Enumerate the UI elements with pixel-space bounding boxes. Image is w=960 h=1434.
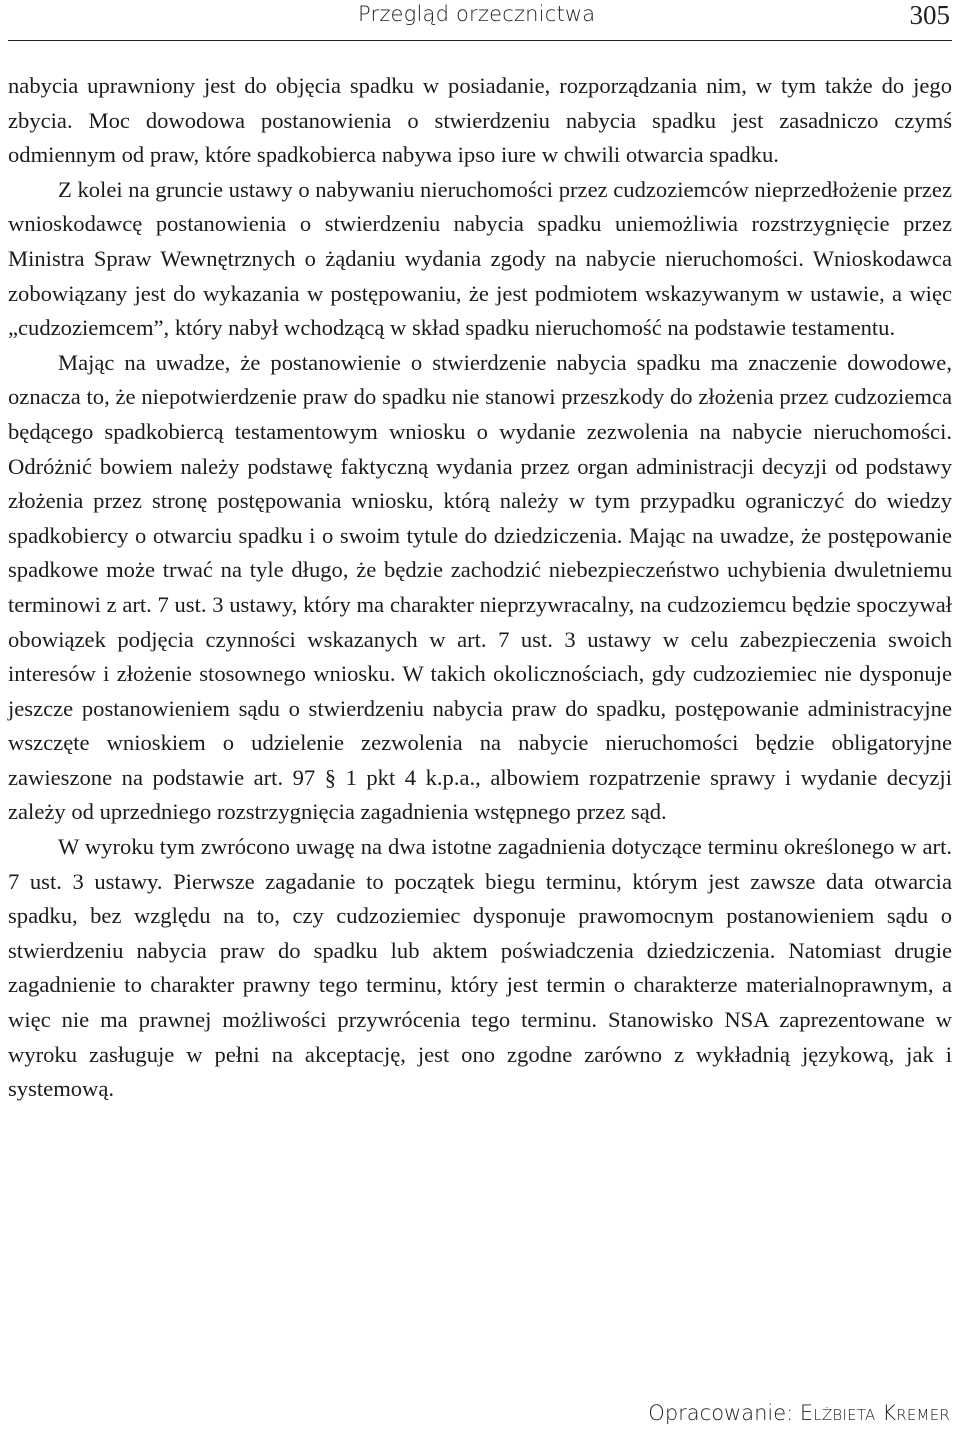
body-text (8, 69, 952, 1107)
signature-author: Elżbieta Kremer (799, 1401, 950, 1425)
paragraph: Z kolei na gruncie ustawy o nabywaniu nieruchomości przez cudzoziemców nieprzedłożenie przez wnioskodawcę postanowienia o stwierdzeniu nabycia spadku uniemożliwia rozstrzygnięcie przez Ministra Spraw Wewnętrznych o żądaniu wydania zgody na nabycie nieruchomości. Wnioskodawca zobowiązany jest do wykazania w postępowaniu, że jest podmiotem wskazywanym w ustawie, a więc „cudzoziemcem”, który nabył wchodzącą w skład spadku nieruchomość na podstawie testamentu. (8, 176, 952, 341)
paragraph-continuation: nabycia uprawniony jest do objęcia spadku w posiadanie, rozporządzania nim, w tym także do jego zbycia. Moc dowodowa postanowienia o stwierdzeniu nabycia spadku jest zasadniczo czymś odmiennym od praw, które spadkobierca nabywa ipso iure w chwili otwarcia spadku. (8, 73, 952, 168)
paragraph: W wyroku tym zwrócono uwagę na dwa istotne zagadnienia dotyczące terminu określonego w art. 7 ust. 3 ustawy. Pierwsze zagadanie to początek biegu terminu, którym jest zawsze data otwarcia spadku, bez względu na to, czy cudzoziemiec dysponuje prawomocnym postanowieniem sądu o stwierdzeniu nabycia praw do spadku lub aktem poświadczenia dziedziczenia. Natomiast drugie zagadnienie to charakter prawny tego terminu, który jest termin o charakterze materialnoprawnym, a więc nie ma prawnej możliwości przywrócenia tego terminu. Stanowisko NSA zaprezentowane w wyroku zasługuje w pełni na akceptację, jest ono zgodne zarówno z wykładnią językową, jak i systemową. (8, 834, 952, 1102)
author-signature (648, 1401, 950, 1425)
signature-prefix: Opracowanie: (648, 1401, 800, 1425)
paragraph: Mając na uwadze, że postanowienie o stwierdzenie nabycia spadku ma znaczenie dowodowe, oznacza to, że niepotwierdzenie praw do spadku nie stanowi przeszkody do złożenia przez cudzoziemca będącego spadkobiercą testamentowym wniosku o wydanie zezwolenia na nabycie nieruchomości. Odróżnić bowiem należy podstawę faktyczną wydania przez organ administracji decyzji od podstawy złożenia przez stronę postępowania wniosku, którą należy w tym przypadku ograniczyć do wiedzy spadkobiercy o otwarciu spadku i o swoim tytule do dziedziczenia. Mając na uwadze, że postępowanie spadkowe może trwać na tyle długo, że będzie zachodzić niebezpieczeństwo uchybienia dwuletniemu terminowi z art. 7 ust. 3 ustawy, który ma charakter nieprzywracalny, na cudzoziemcu będzie spoczywał obowiązek podjęcia czynności wskazanych w art. 7 ust. 3 ustawy w celu zabezpieczenia swoich interesów i złożenie stosownego wniosku. W takich okolicznościach, gdy cudzoziemiec nie dysponuje jeszcze postanowieniem sądu o stwierdzeniu nabycia praw do spadku, postępowanie administracyjne wszczęte wnioskiem o udzielenie zezwolenia na nabycie nieruchomości będzie obligatoryjne zawieszone na podstawie art. 97 § 1 pkt 4 k.p.a., albowiem rozpatrzenie sprawy i wydanie decyzji zależy od uprzedniego rozstrzygnięcia zagadnienia wstępnego przez sąd. (8, 349, 952, 825)
running-header-title: Przegląd orzecznictwa (358, 2, 596, 26)
page-number: 305 (909, 0, 950, 30)
running-header (8, 0, 952, 41)
